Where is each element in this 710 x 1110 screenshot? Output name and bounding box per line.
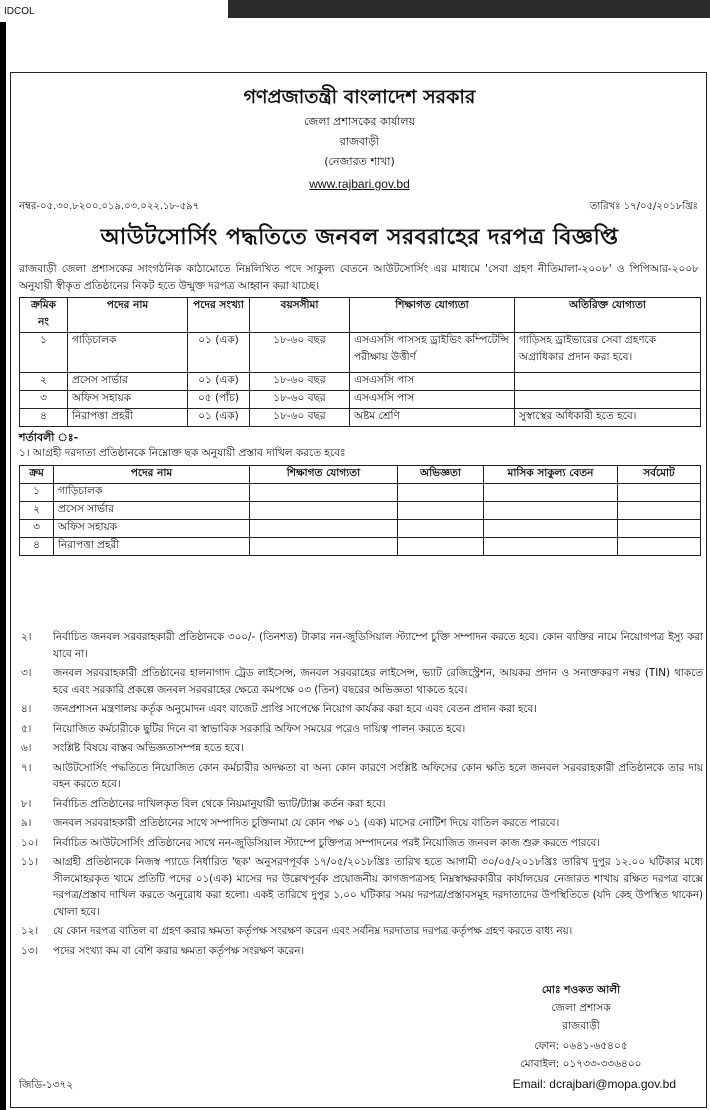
cell-empty (484, 484, 618, 502)
cell-empty (484, 520, 618, 538)
point-text: নির্বাচিত আউটসোর্সিং প্রতিষ্ঠানের সাথে নন-জুডিসিয়াল স্ট্যাম্পে চুক্তিপত্র সম্পাদনের পরই নিয়োজিত জনবল কাজ শুরু করতে পারবে। (53, 836, 600, 849)
terms-point (19, 701, 703, 718)
table-row (20, 409, 701, 427)
cell-post: প্রসেস সার্ভার (68, 373, 188, 391)
header-photo (228, 0, 710, 18)
col-header: ক্রম (20, 466, 54, 484)
cell-post: নিরাপত্তা প্রহরী (68, 409, 188, 427)
tender-notice (10, 72, 707, 1108)
point-text: সংশ্লিষ্ট বিষয়ে বাস্তব অভিজ্ঞতাসম্পন্ন হতে হবে। (53, 742, 244, 754)
col-header: শিক্ষাগত যোগ্যতা (350, 298, 515, 333)
gd-number: জিডি-১৩৭২ (19, 1079, 74, 1091)
cell-age: ১৮-৬০ বছর (250, 373, 350, 391)
memo-number: নম্বর-০৫.৩০.৮২০০.০১৯.০৩.০২২.১৮-৫৯৭ (19, 201, 200, 212)
cell-empty (618, 502, 701, 520)
signatory-email[interactable]: Email: dcrajbari@mopa.gov.bd (512, 1077, 676, 1091)
col-header: পদের নাম (54, 466, 250, 484)
cell-empty (484, 502, 618, 520)
cell-sl: ১ (20, 333, 68, 373)
table-header-row (20, 298, 701, 333)
cell-extra (515, 373, 701, 391)
cell-count: ০১ (এক) (188, 409, 250, 427)
cell-age: ১৮-৬০ বছর (250, 409, 350, 427)
cell-count: ০১ (এক) (188, 373, 250, 391)
cell-count: ০১ (এক) (188, 333, 250, 373)
point-number: ১০। (21, 836, 39, 849)
cell-edu: এসএসসি পাস (350, 391, 515, 409)
terms-point (19, 796, 703, 813)
point-text: নিয়োজিত কর্মচারীকে ছুটির দিনে বা স্বাভাবিক সরকারি অফিস সময়ের পরেও দায়িত্ব পালন করতে হবে। (53, 722, 466, 735)
posts-table (19, 297, 701, 427)
cell-post: নিরাপত্তা প্রহরী (54, 538, 250, 556)
terms-heading: শর্তাবলী ঃ- (19, 431, 79, 444)
point-text: যে কোন দরপত্র বাতিল বা গ্রহণ করার ক্ষমতা কর্তৃপক্ষ সংরক্ষণ করেন এবং সর্বনিম্ন দরদাতার দরপত্র কর্তৃপক্ষ গ্রহণ করতে বাধ্য নয়। (53, 925, 573, 937)
point-text: জনবল সরবরাহকারী প্রতিষ্ঠানের হালনাগাদ ট্রেড লাইসেন্স, জনবল সরবরাহের লাইসেন্স, ভ্যাট রেজিস্ট্রেশন, আয়কর প্রদান ও সনাক্তকরণ নম্বর (TIN) থাকতে হবে এবং সরকারি প্রকল্পে জনবল সরবরাহের ক্ষেত্রে কমপক্ষে ০৩ (তিন) বছরের অভিজ্ঞতা থাকতে হবে। (53, 667, 703, 696)
terms-point (19, 740, 703, 757)
bid-format-table (19, 465, 701, 556)
signatory-district: রাজবাড়ী (562, 1020, 600, 1032)
cell-empty (250, 520, 398, 538)
point-number: ১১। (21, 856, 39, 868)
top-strip (0, 0, 710, 22)
cell-empty (398, 484, 484, 502)
cell-post: অফিস সহায়ক (68, 391, 188, 409)
cell-post: প্রসেস সার্ভার (54, 502, 250, 520)
table-row (20, 333, 701, 373)
point-text: আগ্রহী প্রতিষ্ঠানকে নিজস্ব প্যাডে নির্ধারিত 'ছক' অনুসরণপূর্বক ১৭/০৫/২০১৮খ্রিঃ তারিখ হতে আগামী ৩০/০৫/২০১৮খ্রিঃ তারিখ দুপুর ১২.০০ ঘটিকার মধ্যে সীলমোহরকৃত খামে প্রতিটি পদের ০১(এক) মাসের দর উল্লেখপূর্বক প্রয়োজনীয় কাগজপত্রসহ নিম্নস্বাক্ষরকারীর কার্যালয়ের নেজারত শাখায় রক্ষিত দরপত্র বাক্সে দরপত্র/প্রস্তাব দাখিল করতে অনুরোধ করা হলো। একই তারিখে দুপুর ১.০০ ঘটিকার সময় দরপত্র/প্রস্তাবসমূহ দরদাতাদের উপস্থিতিতে (যদি কেহ উপস্থিত থাকেন) খোলা হবে। (53, 856, 703, 918)
terms-point (19, 721, 703, 738)
cell-edu: এসএসসি পাস (350, 373, 515, 391)
cell-count: ০৫ (পাঁচ) (188, 391, 250, 409)
cell-sl: ৪ (20, 538, 54, 556)
terms-point (19, 854, 703, 920)
table-header-row (20, 466, 701, 484)
col-header: মাসিক সাকুল্য বেতন (484, 466, 618, 484)
cell-empty (250, 502, 398, 520)
signatory-mobile: মোবাইল: ০১৭৩৩-৩৩৬৪০০ (520, 1058, 642, 1070)
point-number: ৭। (21, 761, 32, 774)
col-header: পদের সংখ্যা (188, 298, 250, 333)
cell-sl: ২ (20, 502, 54, 520)
col-header: অভিজ্ঞতা (398, 466, 484, 484)
cell-sl: ৩ (20, 391, 68, 409)
cell-empty (484, 538, 618, 556)
cell-post: গাড়িচালক (54, 484, 250, 502)
col-header: সর্বমোট (618, 466, 701, 484)
terms-point (19, 943, 703, 960)
notice-date: তারিখঃ ১৭/০৫/২০১৮খ্রিঃ (589, 201, 698, 212)
point-number: ২। (21, 631, 32, 643)
website-link[interactable]: www.rajbari.gov.bd (309, 177, 410, 191)
terms-point (19, 835, 703, 852)
cell-extra (515, 391, 701, 409)
cell-edu: এসএসসি পাসসহ ড্রাইভিং কম্পিটেন্সি পরীক্ষায় উত্তীর্ণ (350, 333, 515, 373)
col-header: অতিরিক্ত যোগ্যতা (515, 298, 701, 333)
point-text: নির্বাচিত জনবল সরবরাহকারী প্রতিষ্ঠানকে ৩০০/- (তিনশত) টাকার নন-জুডিসিয়াল স্ট্যাম্পে চুক্তি সম্পাদন করতে হবে। কোন ব্যক্তির নামে নিয়োগপত্র ইস্যু করা যাবে না। (53, 631, 703, 660)
cell-edu: অষ্টম শ্রেণি (350, 409, 515, 427)
cell-empty (398, 538, 484, 556)
point-text: পদের সংখ্যা কম বা বেশি করার ক্ষমতা কর্তৃপক্ষ সংরক্ষণ করেন। (53, 944, 305, 957)
point-number: ১৩। (21, 944, 39, 957)
table-row (20, 484, 701, 502)
source-label: IDCOL (4, 6, 35, 17)
cell-sl: ১ (20, 484, 54, 502)
terms-point (19, 923, 703, 940)
point-text: জনবল সরবরাহকারী প্রতিষ্ঠানের সাথে সম্পাদিত চুক্তিনামা যে কোন পক্ষ ০১ (এক) মাসের নোটিশ দিয়ে বাতিল করতে পারবে। (53, 817, 560, 829)
cell-extra: গাড়িসহ ড্রাইভারের সেবা গ্রহণকে অগ্রাধিকার প্রদান করা হবে। (515, 333, 701, 373)
col-header: ক্রমিক নং (20, 298, 68, 333)
cell-empty (250, 538, 398, 556)
page-edge-bar (0, 0, 6, 1110)
cell-sl: ৩ (20, 520, 54, 538)
intro-paragraph: রাজবাড়ী জেলা প্রশাসকের সাংগঠনিক কাঠামোতে নিম্নলিখিত পদে সাকুল্য বেতনে আউটসোর্সিং এর মাধ্যমে 'সেবা গ্রহণ নীতিমালা-২০০৮' ও পিপিআর-২০০৮ অনুযায়ী স্বীকৃত প্রতিষ্ঠানের নিকট হতে উন্মুক্ত দরপত্র আহ্বান করা যাচ্ছে। (19, 263, 699, 292)
point-text: আউটসোর্সিং পদ্ধতিতে নিয়োজিত কোন কর্মচারীর অদক্ষতা বা অন্য কোন কারণে সংশ্লিষ্ট অফিসের কোন ক্ষতি হলে জনবল সরবরাহকারী প্রতিষ্ঠানকে তার দায় বহন করতে হবে। (53, 761, 703, 790)
table-row (20, 520, 701, 538)
cell-extra: সুস্বাস্থের অধিকারী হতে হবে। (515, 409, 701, 427)
cell-empty (618, 484, 701, 502)
cell-empty (618, 520, 701, 538)
col-header: বয়সসীমা (250, 298, 350, 333)
point-text: নির্বাচিত প্রতিষ্ঠানের দাখিলকৃত বিল থেকে নিয়মানুযায়ী ভ্যাট/ট্যাক্স কর্তন করা হবে। (53, 797, 386, 810)
point-number: ৪। (21, 703, 32, 715)
table-row (20, 391, 701, 409)
section-name: (নেজারত শাখা) (324, 155, 395, 168)
notice-headline: আউটসোর্সিং পদ্ধতিতে জনবল সরবরাহের দরপত্র বিজ্ঞপ্তি (100, 225, 619, 250)
signatory-designation: জেলা প্রশাসক (551, 1002, 611, 1014)
terms-point (19, 629, 703, 662)
table-row (20, 502, 701, 520)
cell-empty (398, 520, 484, 538)
table-row (20, 538, 701, 556)
cell-sl: ৪ (20, 409, 68, 427)
cell-empty (250, 484, 398, 502)
point-number: ১২। (21, 925, 39, 937)
terms-point (19, 665, 703, 698)
point-number: ৯। (21, 817, 32, 829)
cell-post: গাড়িচালক (68, 333, 188, 373)
cell-age: ১৮-৬০ বছর (250, 333, 350, 373)
point-number: ৩। (21, 667, 32, 679)
col-header: পদের নাম (68, 298, 188, 333)
terms-point (19, 815, 703, 832)
district-name: রাজবাড়ী (339, 135, 380, 148)
terms-point-1: ১। আগ্রহী দরদাতা প্রতিষ্ঠানকে নিম্নোক্ত ছক অনুযায়ী প্রস্তাব দাখিল করতে হবেঃ (19, 447, 346, 459)
government-title: গণপ্রজাতন্ত্রী বাংলাদেশ সরকার (243, 86, 476, 108)
table-row (20, 373, 701, 391)
point-number: ৬। (21, 742, 32, 754)
cell-age: ১৮-৬০ বছর (250, 391, 350, 409)
point-number: ৮। (21, 797, 32, 810)
terms-list (19, 629, 703, 962)
terms-point (19, 760, 703, 793)
col-header: শিক্ষাগত যোগ্যতা (250, 466, 398, 484)
point-text: জনপ্রশাসন মন্ত্রণালয় কর্তৃক অনুমোদন এবং বাজেট প্রাপ্তি সাপেক্ষে নিয়োগ কার্যকর করা হবে এবং বেতন প্রদান করা হবে। (53, 703, 537, 715)
cell-post: অফিস সহায়ক (54, 520, 250, 538)
office-name: জেলা প্রশাসকের কার্যালয় (303, 115, 416, 128)
signatory-phone: ফোন: ০৬৪১-৬৫৪০৫ (534, 1040, 628, 1052)
point-number: ৫। (21, 722, 32, 735)
cell-empty (618, 538, 701, 556)
cell-sl: ২ (20, 373, 68, 391)
signatory-name: মোঃ শওকত আলী (541, 984, 621, 996)
cell-empty (398, 502, 484, 520)
